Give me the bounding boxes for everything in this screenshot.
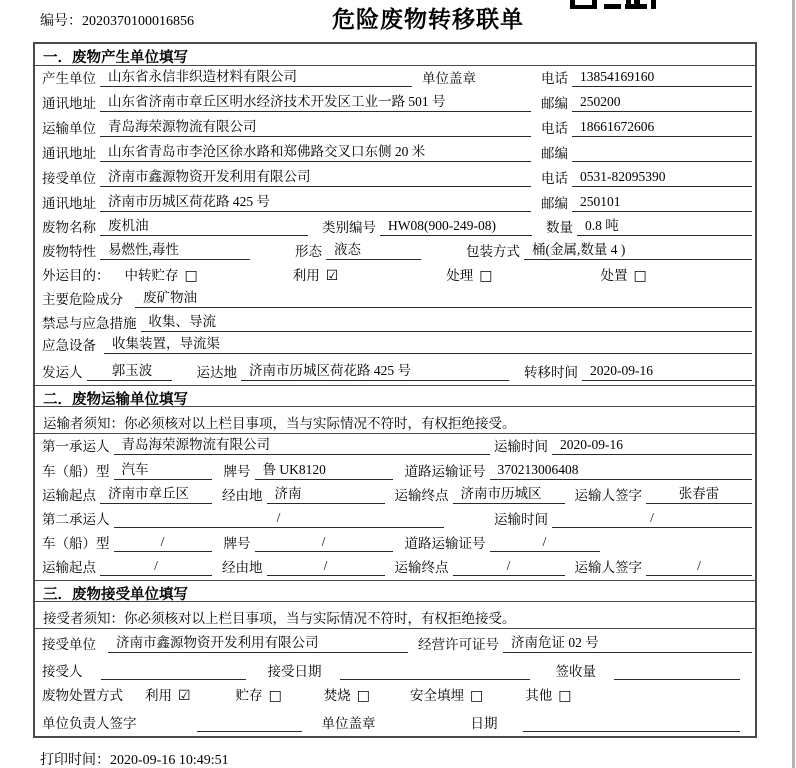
transporter-label: 运输单位 — [42, 121, 96, 136]
page-edge-line — [792, 0, 795, 768]
dispatcher-value: 郭玉波 — [87, 359, 172, 381]
carrier2-time-label: 运输时间 — [494, 512, 548, 527]
section2-header: 二．废物运输单位填写 — [35, 385, 755, 407]
carrier2-time-value: / — [552, 510, 752, 528]
carrier2-label: 第二承运人 — [42, 512, 110, 527]
field-receiver-address — [35, 191, 755, 216]
waste-name-value: 废机油 — [100, 214, 308, 236]
receiver-zip-label: 邮编 — [541, 196, 568, 211]
permit2-value: / — [490, 534, 600, 552]
unit-seal2-label: 单位盖章 — [321, 716, 376, 731]
destination-label: 运达地 — [196, 365, 237, 380]
hazard-label: 主要危险成分 — [42, 292, 123, 307]
unit-seal-label: 单位盖章 — [422, 71, 476, 86]
field-first-carrier — [35, 434, 755, 459]
route1-start-label: 运输起点 — [42, 488, 96, 503]
receiver-addr-value: 济南市历城区荷花路 425 号 — [100, 190, 531, 212]
disposal-option-other — [525, 684, 571, 704]
route2-start-label: 运输起点 — [42, 560, 96, 575]
carrier1-label: 第一承运人 — [42, 439, 110, 454]
resp-sign-label: 单位负责人签字 — [42, 716, 137, 731]
permit1-label: 道路运输证号 — [404, 464, 486, 479]
recv-date-label: 接受日期 — [267, 664, 322, 679]
carrier2-value: / — [114, 510, 444, 528]
waste-qty-value: 0.8 吨 — [577, 214, 752, 236]
option-label: 中转贮存 — [124, 268, 179, 283]
route2-end-value: / — [453, 558, 565, 576]
transporter-notice: 运输者须知：你必须核对以上栏目事项，当与实际情况不符时，有权拒绝接受。 — [35, 407, 755, 434]
field-route2 — [35, 556, 755, 580]
waste-name-label: 废物名称 — [42, 220, 96, 235]
sign-date-value — [523, 717, 741, 732]
field-transfer-purpose — [35, 264, 755, 288]
page-title: 危险废物转移联单 — [332, 7, 524, 32]
field-disposal-method — [35, 684, 755, 708]
carrier1-time-value: 2020-09-16 — [552, 437, 752, 455]
producer-tel-label: 电话 — [541, 71, 568, 86]
option-label: 贮存 — [235, 688, 263, 703]
field-waste-property — [35, 240, 755, 264]
checkbox-unchecked-icon: □ — [633, 268, 647, 284]
field-receiver — [35, 166, 755, 191]
route2-sign-label: 运输人签字 — [574, 560, 642, 575]
route1-end-value: 济南市历城区 — [453, 482, 565, 504]
checkbox-unchecked-icon: □ — [184, 268, 198, 284]
permit1-value: 370213006408 — [490, 462, 753, 480]
transporter-zip-label: 邮编 — [541, 146, 568, 161]
permit2-label: 道路运输证号 — [404, 536, 486, 551]
route2-end-label: 运输终点 — [394, 560, 449, 575]
packing-label: 包装方式 — [466, 244, 520, 259]
transporter-tel-value: 18661672606 — [572, 119, 752, 137]
option-label: 处置 — [600, 268, 628, 283]
waste-form-label: 形态 — [295, 244, 322, 259]
packing-value: 桶(金属,数量 4 ) — [524, 238, 752, 260]
recv-unit-value: 济南市鑫源物资开发利用有限公司 — [108, 631, 408, 653]
checkbox-unchecked-icon: □ — [479, 268, 493, 284]
recv-date-value — [340, 665, 530, 680]
route2-start-value: / — [100, 558, 212, 576]
transfer-time-value: 2020-09-16 — [582, 363, 752, 381]
vehicle1-type-value: 汽车 — [114, 458, 212, 480]
document-header — [0, 0, 796, 40]
transporter-value: 青岛海荣源物流有限公司 — [100, 115, 531, 137]
transporter-zip-value — [572, 147, 752, 162]
producer-label: 产生单位 — [42, 71, 96, 86]
recv-unit-label: 接受单位 — [42, 637, 96, 652]
option-label: 其他 — [525, 688, 553, 703]
vehicle1-label: 车（船）型 — [42, 464, 110, 479]
option-label: 焚烧 — [323, 688, 351, 703]
producer-addr-label: 通讯地址 — [42, 96, 96, 111]
option-label: 处理 — [446, 268, 474, 283]
purpose-option-utilize — [293, 264, 339, 284]
print-time: 打印时间：2020-09-16 10:49:51 — [40, 753, 229, 768]
vehicle2-label: 车（船）型 — [42, 536, 110, 551]
waste-qty-label: 数量 — [546, 220, 573, 235]
recv-person-value — [101, 665, 246, 680]
option-label: 利用 — [292, 268, 320, 283]
field-receiving-unit — [35, 629, 755, 657]
taboo-value: 收集、导流 — [141, 310, 753, 332]
field-hazard-component — [35, 288, 755, 312]
field-route1 — [35, 484, 755, 508]
plate1-value: 鲁 UK8120 — [255, 458, 393, 480]
vehicle2-type-value: / — [114, 534, 212, 552]
disposal-label: 废物处置方式 — [42, 688, 123, 703]
field-vehicle1 — [35, 459, 755, 484]
receiver-zip-value: 250101 — [572, 194, 752, 212]
route1-start-value: 济南市章丘区 — [100, 482, 212, 504]
checkbox-unchecked-icon: □ — [356, 688, 371, 704]
sign-date-label: 日期 — [470, 716, 498, 731]
disposal-option-store — [236, 684, 282, 704]
transfer-time-label: 转移时间 — [524, 365, 578, 380]
recv-amount-label: 签收量 — [555, 664, 596, 679]
checkbox-unchecked-icon: □ — [470, 688, 484, 704]
checkbox-unchecked-icon: □ — [558, 688, 572, 704]
disposal-option-utilize — [145, 684, 191, 704]
waste-prop-value: 易燃性,毒性 — [100, 238, 250, 260]
manifest-form-table — [33, 42, 757, 738]
field-transporter-address — [35, 141, 755, 166]
purpose-label: 外运目的： — [42, 268, 110, 283]
waste-code-label: 类别编号 — [322, 220, 376, 235]
transporter-tel-label: 电话 — [541, 121, 568, 136]
destination-value: 济南市历城区荷花路 425 号 — [241, 359, 509, 381]
route2-sign-value: / — [646, 558, 752, 576]
checkbox-checked-icon: ☑ — [325, 268, 339, 284]
transporter-addr-label: 通讯地址 — [42, 146, 96, 161]
equipment-label: 应急设备 — [42, 338, 96, 353]
equipment-value: 收集装置，导流渠 — [104, 332, 752, 354]
receiver-notice: 接受者须知：你必须核对以上栏目事项，当与实际情况不符时，有权拒绝接受。 — [35, 602, 755, 629]
disposal-option-incinerate — [324, 684, 370, 704]
waste-form-value: 液态 — [326, 238, 421, 260]
disposal-option-landfill — [410, 684, 483, 704]
serial-value: 2020370100016856 — [82, 14, 194, 29]
receiver-value: 济南市鑫源物资开发利用有限公司 — [100, 165, 531, 187]
plate2-value: / — [255, 534, 393, 552]
route1-via-label: 经由地 — [222, 488, 263, 503]
field-emergency-equipment — [35, 336, 755, 358]
section3-header: 三．废物接受单位填写 — [35, 580, 755, 602]
checkbox-unchecked-icon: □ — [268, 688, 282, 704]
transporter-addr-value: 山东省青岛市李沧区徐水路和郑佛路交叉口东侧 20 米 — [100, 140, 531, 162]
carrier1-time-label: 运输时间 — [494, 439, 548, 454]
receiver-label: 接受单位 — [42, 171, 96, 186]
license-label: 经营许可证号 — [418, 637, 499, 652]
serial-label: 编号： — [40, 14, 82, 29]
field-producer-address — [35, 91, 755, 116]
recv-person-label: 接受人 — [42, 664, 83, 679]
section1-header: 一．废物产生单位填写 — [35, 44, 755, 66]
route2-via-label: 经由地 — [222, 560, 263, 575]
route1-end-label: 运输终点 — [394, 488, 449, 503]
recv-amount-value — [614, 665, 740, 680]
field-responsible-signature — [35, 708, 755, 736]
carrier1-value: 青岛海荣源物流有限公司 — [114, 433, 491, 455]
purpose-option-dispose — [601, 264, 647, 284]
field-transporter — [35, 116, 755, 141]
serial-number — [40, 10, 194, 30]
purpose-option-treat — [446, 264, 492, 284]
license-value: 济南危证 02 号 — [503, 631, 752, 653]
purpose-option-storage — [125, 264, 198, 284]
waste-code-value: HW08(900-249-08) — [380, 218, 532, 236]
producer-addr-value: 山东省济南市章丘区明水经济技术开发区工业一路 501 号 — [100, 90, 531, 112]
route1-sign-value: 张春雷 — [646, 482, 752, 504]
producer-tel-value: 13854169160 — [572, 69, 752, 87]
field-dispatcher — [35, 358, 755, 385]
plate2-label: 牌号 — [223, 536, 251, 551]
checkbox-checked-icon: ☑ — [178, 688, 191, 704]
taboo-label: 禁忌与应急措施 — [42, 316, 137, 331]
receiver-addr-label: 通讯地址 — [42, 196, 96, 211]
hazard-value: 废矿物油 — [135, 286, 752, 308]
field-producer — [35, 66, 755, 91]
producer-value: 山东省永信非织造材料有限公司 — [100, 65, 412, 87]
dispatcher-label: 发运人 — [42, 365, 83, 380]
producer-zip-value: 250200 — [572, 94, 752, 112]
producer-zip-label: 邮编 — [541, 96, 568, 111]
receiver-tel-value: 0531-82095390 — [572, 169, 752, 187]
route1-via-value: 济南 — [267, 482, 385, 504]
plate1-label: 牌号 — [223, 464, 251, 479]
option-label: 安全填埋 — [410, 688, 465, 703]
option-label: 利用 — [145, 688, 172, 703]
field-vehicle2 — [35, 532, 755, 556]
receiver-tel-label: 电话 — [541, 171, 568, 186]
route1-sign-label: 运输人签字 — [574, 488, 642, 503]
field-receiver-person — [35, 657, 755, 684]
field-second-carrier — [35, 508, 755, 532]
waste-prop-label: 废物特性 — [42, 244, 96, 259]
route2-via-value: / — [267, 558, 385, 576]
resp-sign-value — [197, 717, 302, 732]
field-waste-name — [35, 216, 755, 240]
